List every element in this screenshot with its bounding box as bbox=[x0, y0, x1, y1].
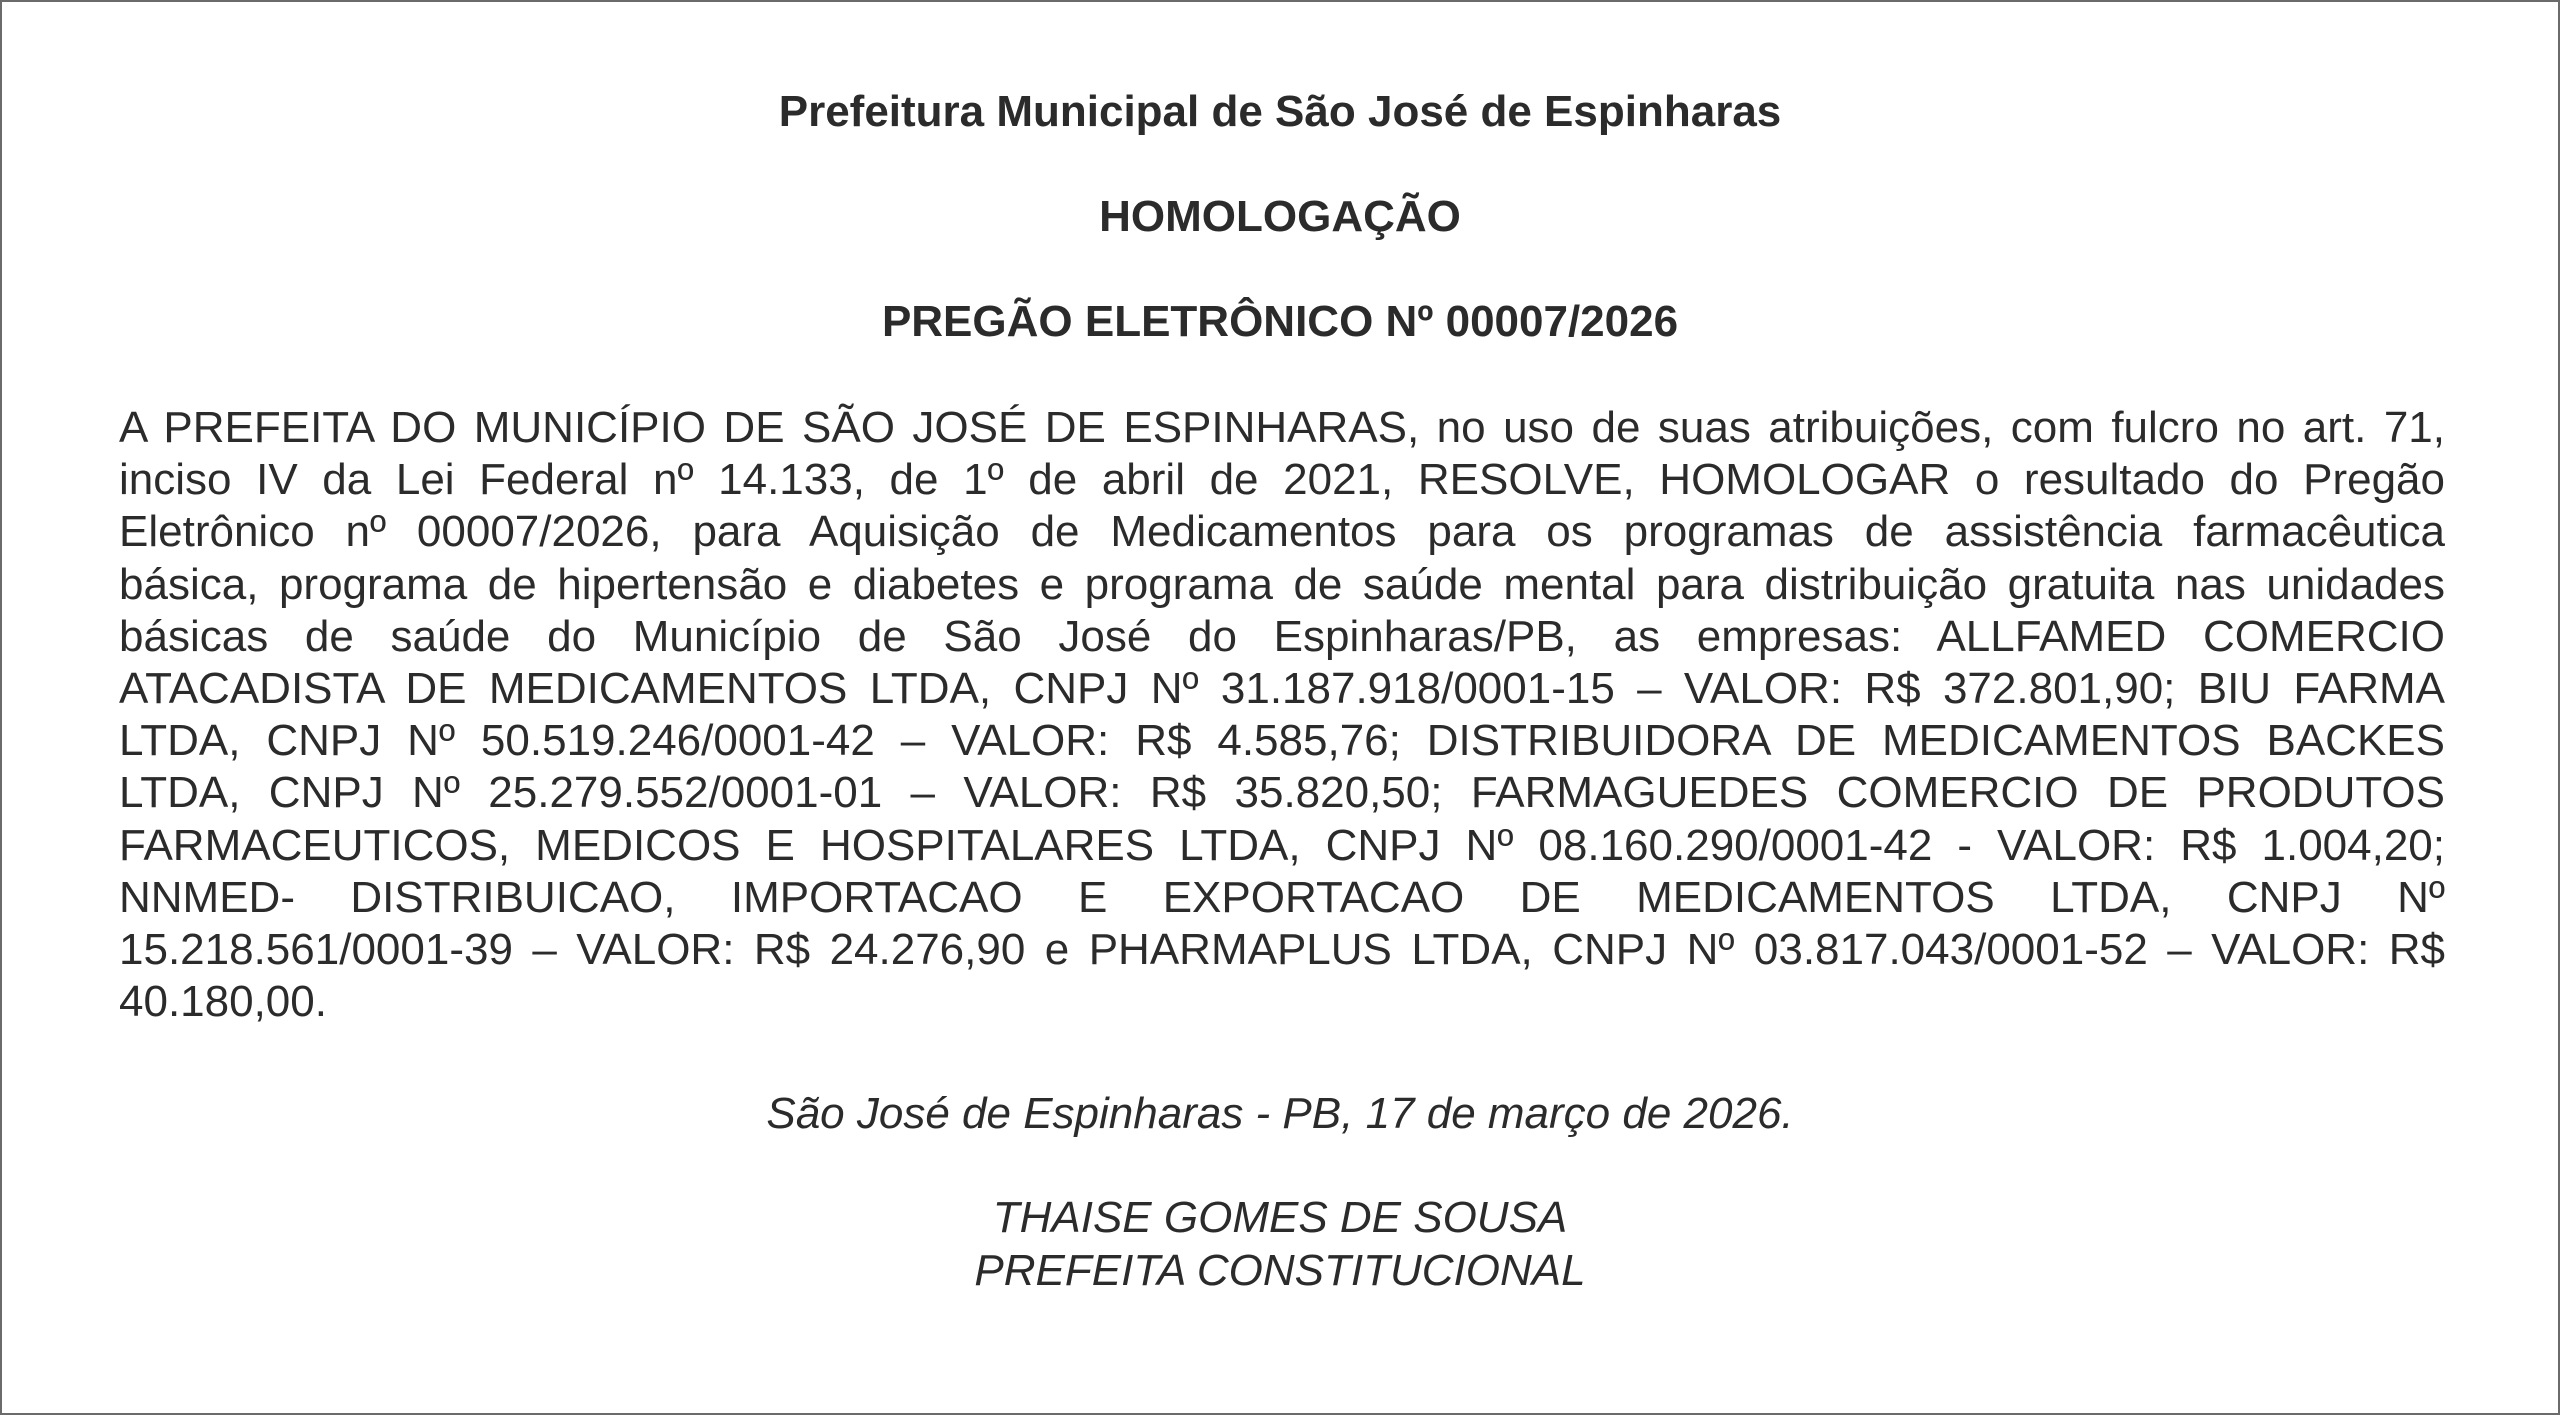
body-line: LTDA, CNPJ Nº 25.279.552/0001-01 – VALOR: R$ 35.820,50; FARMAGUEDES COMERCIO DE PRODUTOS bbox=[119, 768, 2445, 818]
body-line: Eletrônico nº 00007/2026, para Aquisição de Medicamentos para os programas de assistência farmacêutica bbox=[119, 507, 2445, 557]
body-line: ATACADISTA DE MEDICAMENTOS LTDA, CNPJ Nº 31.187.918/0001-15 – VALOR: R$ 372.801,90; BIU FARMA bbox=[119, 664, 2445, 714]
body-line: 15.218.561/0001-39 – VALOR: R$ 24.276,90 e PHARMAPLUS LTDA, CNPJ Nº 03.817.043/0001-52 – VALOR: R$ bbox=[119, 925, 2445, 975]
body-line: básica, programa de hipertensão e diabetes e programa de saúde mental para distribuição gratuita nas unidades bbox=[119, 559, 2445, 609]
body-line: inciso IV da Lei Federal nº 14.133, de 1º de abril de 2021, RESOLVE, HOMOLOGAR o resultado do Pregão bbox=[119, 455, 2445, 505]
signatory-name: THAISE GOMES DE SOUSA bbox=[992, 1193, 1568, 1242]
body-line: LTDA, CNPJ Nº 50.519.246/0001-42 – VALOR: R$ 4.585,76; DISTRIBUIDORA DE MEDICAMENTOS BACKES bbox=[119, 716, 2445, 766]
body-line: NNMED- DISTRIBUICAO, IMPORTACAO E EXPORTACAO DE MEDICAMENTOS LTDA, CNPJ Nº bbox=[119, 872, 2445, 922]
place-date: São José de Espinharas - PB, 17 de março de 2026. bbox=[766, 1089, 1794, 1138]
signatory-role: PREFEITA CONSTITUCIONAL bbox=[974, 1246, 1586, 1295]
body-line: básicas de saúde do Município de São José do Espinharas/PB, as empresas: ALLFAMED COMERCIO bbox=[119, 611, 2445, 661]
document-title: HOMOLOGAÇÃO bbox=[1099, 192, 1461, 241]
body-line: 40.180,00. bbox=[119, 977, 327, 1027]
organization-heading: Prefeitura Municipal de São José de Espinharas bbox=[778, 87, 1782, 136]
body-line: A PREFEITA DO MUNICÍPIO DE SÃO JOSÉ DE ESPINHARAS, no uso de suas atribuições, com fulcro no art. 71, bbox=[119, 403, 2445, 452]
body-line: FARMACEUTICOS, MEDICOS E HOSPITALARES LTDA, CNPJ Nº 08.160.290/0001-42 - VALOR: R$ 1.004,20; bbox=[119, 820, 2445, 870]
body-paragraph bbox=[119, 402, 2445, 1028]
document-subtitle: PREGÃO ELETRÔNICO Nº 00007/2026 bbox=[881, 297, 1679, 346]
